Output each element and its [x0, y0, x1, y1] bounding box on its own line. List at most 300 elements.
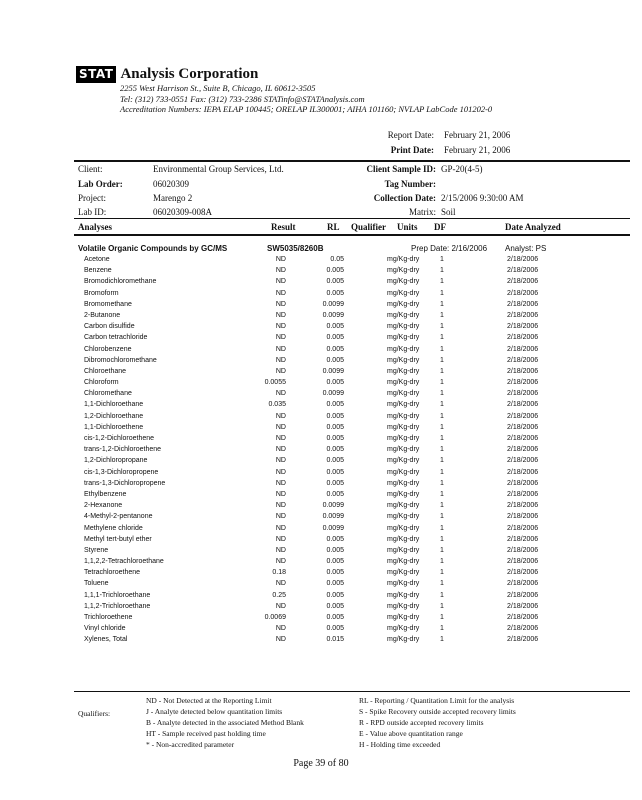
- result-value: ND: [275, 524, 286, 532]
- report-date-label: Report Date:: [387, 129, 434, 140]
- units-value: mg/Kg-dry: [387, 546, 420, 554]
- rl-value: 0.005: [326, 423, 344, 431]
- company-name: Analysis Corporation: [120, 66, 259, 82]
- analyte-name: Benzene: [84, 267, 112, 275]
- units-value: mg/Kg-dry: [387, 267, 420, 275]
- qualifiers-right: [359, 696, 516, 751]
- section-prep-date: Prep Date: 2/16/2006: [411, 244, 488, 253]
- table-row: [0, 267, 642, 278]
- rl-value: 0.005: [326, 602, 344, 610]
- analyte-name: Chlorobenzene: [84, 345, 132, 353]
- analyte-name: 1,2-Dichloroethane: [84, 412, 144, 420]
- client-sample-id-value: GP-20(4-5): [441, 164, 483, 174]
- print-date-label: Print Date:: [390, 144, 434, 155]
- collection-date-value: 2/15/2006 9:30:00 AM: [441, 193, 524, 203]
- rl-value: 0.005: [326, 267, 344, 275]
- lab-order-value: 06020309: [153, 179, 189, 189]
- rl-value: 0.005: [326, 278, 344, 286]
- date-analyzed-value: 2/18/2006: [507, 524, 539, 532]
- date-analyzed-value: 2/18/2006: [507, 546, 539, 554]
- table-row: [0, 536, 642, 547]
- date-analyzed-value: 2/18/2006: [507, 614, 539, 621]
- result-value: ND: [275, 289, 286, 297]
- df-value: 1: [440, 256, 444, 263]
- units-value: mg/Kg-dry: [387, 558, 420, 566]
- date-analyzed-value: 2/18/2006: [507, 289, 539, 297]
- col-rl: RL: [327, 222, 340, 232]
- analyte-name: 1,1-Dichloroethene: [84, 423, 144, 431]
- units-value: mg/Kg-dry: [387, 625, 420, 633]
- result-value: ND: [275, 580, 286, 588]
- date-analyzed-value: 2/18/2006: [507, 300, 539, 308]
- table-row: [0, 446, 642, 457]
- result-value: 0.0055: [264, 379, 286, 387]
- result-value: 0.035: [268, 401, 286, 409]
- df-value: 1: [440, 468, 444, 476]
- table-row: [0, 592, 642, 603]
- section-analyst: Analyst: PS: [505, 244, 547, 253]
- units-value: mg/Kg-dry: [387, 390, 420, 398]
- units-value: mg/Kg-dry: [387, 435, 420, 442]
- date-analyzed-value: 2/18/2006: [507, 446, 539, 454]
- section-title: Volatile Organic Compounds by GC/MS: [78, 244, 228, 253]
- rl-value: 0.005: [326, 334, 344, 342]
- units-value: mg/Kg-dry: [387, 636, 420, 644]
- table-row: [0, 491, 642, 502]
- analyte-name: Bromomethane: [84, 300, 132, 308]
- analyte-name: Bromoform: [84, 289, 119, 297]
- rl-value: 0.005: [326, 323, 344, 331]
- date-analyzed-value: 2/18/2006: [507, 379, 539, 387]
- result-value: ND: [275, 356, 286, 364]
- units-value: mg/Kg-dry: [387, 468, 420, 476]
- result-value: ND: [275, 435, 286, 442]
- qualifier-item: HT - Sample received past holding time: [146, 729, 266, 738]
- analyte-name: Ethylbenzene: [84, 490, 127, 498]
- rl-value: 0.005: [326, 569, 344, 577]
- rl-value: 0.005: [326, 479, 344, 487]
- date-analyzed-value: 2/18/2006: [507, 457, 539, 465]
- lab-order-label: Lab Order:: [78, 179, 123, 189]
- df-value: 1: [440, 625, 444, 633]
- date-analyzed-value: 2/18/2006: [507, 390, 539, 398]
- rl-value: 0.015: [326, 636, 344, 644]
- rl-value: 0.005: [326, 435, 344, 442]
- analyte-name: 1,2-Dichloropropane: [84, 457, 148, 465]
- table-row: [0, 636, 642, 647]
- units-value: mg/Kg-dry: [387, 323, 420, 331]
- units-value: mg/Kg-dry: [387, 490, 420, 498]
- qualifier-item: R - RPD outside accepted recovery limits: [359, 718, 484, 727]
- date-analyzed-value: 2/18/2006: [507, 367, 539, 375]
- date-analyzed-value: 2/18/2006: [507, 558, 539, 566]
- df-value: 1: [440, 323, 444, 331]
- client-label: Client:: [78, 164, 103, 174]
- date-analyzed-value: 2/18/2006: [507, 479, 539, 487]
- units-value: mg/Kg-dry: [387, 334, 420, 342]
- df-value: 1: [440, 423, 444, 431]
- rl-value: 0.0099: [322, 311, 344, 319]
- col-date-analyzed: Date Analyzed: [505, 222, 561, 232]
- units-value: mg/Kg-dry: [387, 278, 420, 286]
- units-value: mg/Kg-dry: [387, 356, 420, 364]
- units-value: mg/Kg-dry: [387, 535, 420, 543]
- df-value: 1: [440, 535, 444, 543]
- rl-value: 0.005: [326, 558, 344, 566]
- df-value: 1: [440, 614, 444, 621]
- date-analyzed-value: 2/18/2006: [507, 412, 539, 420]
- result-value: ND: [275, 457, 286, 465]
- rl-value: 0.005: [326, 345, 344, 353]
- analyte-name: Xylenes, Total: [84, 636, 128, 644]
- date-analyzed-value: 2/18/2006: [507, 535, 539, 543]
- units-value: mg/Kg-dry: [387, 401, 420, 409]
- units-value: mg/Kg-dry: [387, 367, 420, 375]
- date-analyzed-value: 2/18/2006: [507, 636, 539, 644]
- rl-value: 0.005: [326, 457, 344, 465]
- date-analyzed-value: 2/18/2006: [507, 513, 539, 521]
- table-row: [0, 614, 642, 625]
- df-value: 1: [440, 334, 444, 342]
- analyte-name: Toluene: [84, 580, 109, 588]
- result-value: 0.0069: [264, 614, 286, 621]
- table-row: [0, 346, 642, 357]
- date-analyzed-value: 2/18/2006: [507, 334, 539, 342]
- units-value: mg/Kg-dry: [387, 602, 420, 610]
- analyte-name: Carbon tetrachloride: [84, 334, 148, 342]
- table-row: [0, 569, 642, 580]
- df-value: 1: [440, 513, 444, 521]
- qualifiers-label: Qualifiers:: [78, 709, 111, 718]
- matrix-value: Soil: [441, 207, 456, 217]
- client-sample-id-label: Client Sample ID:: [366, 164, 436, 174]
- units-value: mg/Kg-dry: [387, 513, 420, 521]
- qualifiers-left: [146, 696, 304, 751]
- analyte-name: 4-Methyl-2-pentanone: [84, 513, 153, 521]
- table-row: [0, 323, 642, 334]
- units-value: mg/Kg-dry: [387, 289, 420, 297]
- units-value: mg/Kg-dry: [387, 614, 420, 621]
- page-number: Page 39 of 80: [293, 758, 349, 769]
- rl-value: 0.0099: [322, 300, 344, 308]
- lab-id-value: 06020309-008A: [153, 207, 212, 217]
- units-value: mg/Kg-dry: [387, 502, 420, 510]
- df-value: 1: [440, 278, 444, 286]
- rl-value: 0.005: [326, 490, 344, 498]
- date-analyzed-value: 2/18/2006: [507, 356, 539, 364]
- analyte-name: trans-1,2-Dichloroethene: [84, 446, 162, 454]
- table-row: [0, 480, 642, 491]
- col-result: Result: [271, 222, 296, 232]
- rl-value: 0.0099: [322, 513, 344, 521]
- units-value: mg/Kg-dry: [387, 457, 420, 465]
- table-row: [0, 457, 642, 468]
- rl-value: 0.005: [326, 614, 344, 621]
- analyte-name: 1,1,1-Trichloroethane: [84, 591, 151, 599]
- result-value: ND: [275, 367, 286, 375]
- result-value: ND: [275, 423, 286, 431]
- analyte-name: Methylene chloride: [84, 524, 143, 532]
- df-value: 1: [440, 289, 444, 297]
- date-analyzed-value: 2/18/2006: [507, 580, 539, 588]
- col-units: Units: [397, 222, 418, 232]
- analyte-name: Vinyl chloride: [84, 625, 126, 633]
- result-value: ND: [275, 390, 286, 398]
- table-row: [0, 290, 642, 301]
- analyte-name: cis-1,2-Dichloroethene: [84, 435, 155, 442]
- date-analyzed-value: 2/18/2006: [507, 435, 539, 442]
- df-value: 1: [440, 379, 444, 387]
- df-value: 1: [440, 591, 444, 599]
- analyte-name: trans-1,3-Dichloropropene: [84, 479, 166, 487]
- company-address: 2255 West Harrison St., Suite B, Chicago, IL 60612-3505: [120, 83, 316, 93]
- df-value: 1: [440, 479, 444, 487]
- table-row: [0, 312, 642, 323]
- result-value: ND: [275, 558, 286, 566]
- analyte-name: Tetrachloroethene: [84, 569, 141, 577]
- company-header: [76, 66, 492, 115]
- analyte-name: Acetone: [84, 256, 110, 263]
- date-analyzed-value: 2/18/2006: [507, 278, 539, 286]
- project-value: Marengo 2: [153, 193, 193, 203]
- table-row: [0, 334, 642, 345]
- report-date-value: February 21, 2006: [444, 129, 511, 140]
- date-analyzed-value: 2/18/2006: [507, 490, 539, 498]
- df-value: 1: [440, 435, 444, 442]
- result-value: ND: [275, 535, 286, 543]
- df-value: 1: [440, 311, 444, 319]
- rl-value: 0.005: [326, 356, 344, 364]
- table-row: [0, 603, 642, 614]
- rl-value: 0.0099: [322, 502, 344, 510]
- table-row: [0, 625, 642, 636]
- units-value: mg/Kg-dry: [387, 256, 420, 263]
- result-value: ND: [275, 479, 286, 487]
- units-value: mg/Kg-dry: [387, 591, 420, 599]
- date-analyzed-value: 2/18/2006: [507, 311, 539, 319]
- project-label: Project:: [78, 193, 106, 203]
- matrix-label: Matrix:: [409, 207, 436, 217]
- collection-date-label: Collection Date:: [373, 193, 436, 203]
- qualifier-item: * - Non-accredited parameter: [146, 740, 235, 749]
- tag-number-label: Tag Number:: [384, 179, 436, 189]
- date-analyzed-value: 2/18/2006: [507, 423, 539, 431]
- divider: [74, 234, 630, 236]
- table-row: [0, 547, 642, 558]
- accreditation-numbers: Accreditation Numbers: IEPA ELAP 100445; ORELAP IL300001; AIHA 101160; NVLAP LabCode 101202-0: [120, 104, 493, 114]
- analyte-name: 1,1,2-Trichloroethane: [84, 602, 151, 610]
- table-row: [0, 368, 642, 379]
- df-value: 1: [440, 457, 444, 465]
- rl-value: 0.005: [326, 468, 344, 476]
- result-value: ND: [275, 546, 286, 554]
- date-analyzed-value: 2/18/2006: [507, 502, 539, 510]
- table-row: [0, 502, 642, 513]
- result-value: ND: [275, 636, 286, 644]
- result-value: ND: [275, 278, 286, 286]
- df-value: 1: [440, 267, 444, 275]
- rl-value: 0.0099: [322, 524, 344, 532]
- result-value: 0.18: [272, 569, 286, 577]
- units-value: mg/Kg-dry: [387, 423, 420, 431]
- rl-value: 0.005: [326, 412, 344, 420]
- date-analyzed-value: 2/18/2006: [507, 345, 539, 353]
- date-analyzed-value: 2/18/2006: [507, 625, 539, 633]
- df-value: 1: [440, 446, 444, 454]
- units-value: mg/Kg-dry: [387, 524, 420, 532]
- qualifier-item: J - Analyte detected below quantitation limits: [146, 707, 283, 716]
- date-analyzed-value: 2/18/2006: [507, 569, 539, 577]
- units-value: mg/Kg-dry: [387, 345, 420, 353]
- result-value: ND: [275, 602, 286, 610]
- table-row: [0, 513, 642, 524]
- df-value: 1: [440, 390, 444, 398]
- df-value: 1: [440, 602, 444, 610]
- section-method: SW5035/8260B: [267, 244, 324, 253]
- table-row: [0, 401, 642, 412]
- df-value: 1: [440, 558, 444, 566]
- analyte-name: Chloroethane: [84, 367, 127, 375]
- divider: [74, 691, 630, 692]
- table-row: [0, 435, 642, 446]
- result-value: ND: [275, 256, 286, 263]
- units-value: mg/Kg-dry: [387, 569, 420, 577]
- rl-value: 0.005: [326, 591, 344, 599]
- col-df: DF: [434, 222, 446, 232]
- table-row: [0, 256, 642, 267]
- qualifier-item: E - Value above quantitation range: [359, 729, 463, 738]
- result-value: ND: [275, 490, 286, 498]
- table-row: [0, 558, 642, 569]
- rl-value: 0.05: [330, 256, 344, 263]
- table-row: [0, 469, 642, 480]
- df-value: 1: [440, 401, 444, 409]
- qualifier-item: RL - Reporting / Quantitation Limit for the analysis: [359, 696, 515, 705]
- result-value: ND: [275, 300, 286, 308]
- rl-value: 0.005: [326, 535, 344, 543]
- divider: [74, 160, 630, 162]
- analyte-name: cis-1,3-Dichloropropene: [84, 468, 159, 476]
- df-value: 1: [440, 636, 444, 644]
- result-value: ND: [275, 468, 286, 476]
- date-analyzed-value: 2/18/2006: [507, 468, 539, 476]
- rl-value: 0.005: [326, 289, 344, 297]
- table-row: [0, 278, 642, 289]
- table-row: [0, 424, 642, 435]
- analyte-name: 1,1,2,2-Tetrachloroethane: [84, 558, 164, 566]
- rl-value: 0.0099: [322, 367, 344, 375]
- rl-value: 0.005: [326, 625, 344, 633]
- units-value: mg/Kg-dry: [387, 311, 420, 319]
- result-value: ND: [275, 311, 286, 319]
- table-row: [0, 379, 642, 390]
- result-value: ND: [275, 323, 286, 331]
- rl-value: 0.005: [326, 446, 344, 454]
- col-qualifier: Qualifier: [351, 222, 386, 232]
- units-value: mg/Kg-dry: [387, 446, 420, 454]
- analyte-name: Trichloroethene: [84, 614, 133, 621]
- rl-value: 0.005: [326, 379, 344, 387]
- report-dates: [360, 127, 510, 157]
- lab-id-label: Lab ID:: [78, 207, 107, 217]
- result-value: ND: [275, 446, 286, 454]
- date-analyzed-value: 2/18/2006: [507, 602, 539, 610]
- df-value: 1: [440, 524, 444, 532]
- analyte-name: Chloromethane: [84, 390, 132, 398]
- df-value: 1: [440, 580, 444, 588]
- df-value: 1: [440, 502, 444, 510]
- table-row: [0, 413, 642, 424]
- analyte-name: 1,1-Dichloroethane: [84, 401, 144, 409]
- analyte-name: Carbon disulfide: [84, 323, 135, 331]
- table-row: [0, 525, 642, 536]
- table-row: [0, 301, 642, 312]
- result-value: ND: [275, 513, 286, 521]
- df-value: 1: [440, 490, 444, 498]
- analyte-name: Bromodichloromethane: [84, 278, 157, 286]
- df-value: 1: [440, 345, 444, 353]
- analyte-name: Dibromochloromethane: [84, 356, 157, 364]
- result-value: ND: [275, 412, 286, 420]
- analyte-name: Styrene: [84, 546, 109, 554]
- result-value: ND: [275, 625, 286, 633]
- units-value: mg/Kg-dry: [387, 412, 420, 420]
- units-value: mg/Kg-dry: [387, 580, 420, 588]
- rl-value: 0.005: [326, 580, 344, 588]
- df-value: 1: [440, 356, 444, 364]
- rl-value: 0.005: [326, 401, 344, 409]
- date-analyzed-value: 2/18/2006: [507, 401, 539, 409]
- table-row: [0, 390, 642, 401]
- df-value: 1: [440, 569, 444, 577]
- qualifier-item: B - Analyte detected in the associated Method Blank: [146, 718, 304, 727]
- analyte-name: Methyl tert-butyl ether: [84, 535, 152, 543]
- rl-value: 0.005: [326, 546, 344, 554]
- analyte-name: 2-Butanone: [84, 311, 121, 319]
- client-value: Environmental Group Services, Ltd.: [153, 164, 284, 174]
- table-row: [0, 357, 642, 368]
- col-analyses: Analyses: [78, 222, 113, 232]
- divider: [74, 218, 630, 219]
- qualifier-item: S - Spike Recovery outside accepted recovery limits: [359, 707, 516, 716]
- units-value: mg/Kg-dry: [387, 379, 420, 387]
- df-value: 1: [440, 412, 444, 420]
- stat-logo: STAT: [76, 66, 116, 83]
- analyte-name: 2-Hexanone: [84, 502, 123, 510]
- df-value: 1: [440, 367, 444, 375]
- result-value: ND: [275, 345, 286, 353]
- df-value: 1: [440, 546, 444, 554]
- df-value: 1: [440, 300, 444, 308]
- analyte-name: Chloroform: [84, 379, 119, 387]
- qualifier-item: ND - Not Detected at the Reporting Limit: [146, 696, 272, 705]
- units-value: mg/Kg-dry: [387, 479, 420, 487]
- date-analyzed-value: 2/18/2006: [507, 323, 539, 331]
- date-analyzed-value: 2/18/2006: [507, 591, 539, 599]
- results-table: [0, 256, 642, 648]
- qualifier-item: H - Holding time exceeded: [359, 740, 441, 749]
- table-row: [0, 580, 642, 591]
- date-analyzed-value: 2/18/2006: [507, 256, 539, 263]
- result-value: 0.25: [272, 591, 286, 599]
- company-contact: Tel: (312) 733-0551 Fax: (312) 733-2386 STATinfo@STATAnalysis.com: [120, 93, 365, 104]
- date-analyzed-value: 2/18/2006: [507, 267, 539, 275]
- units-value: mg/Kg-dry: [387, 300, 420, 308]
- rl-value: 0.0099: [322, 390, 344, 398]
- result-value: ND: [275, 334, 286, 342]
- result-value: ND: [275, 267, 286, 275]
- print-date-value: February 21, 2006: [444, 144, 511, 155]
